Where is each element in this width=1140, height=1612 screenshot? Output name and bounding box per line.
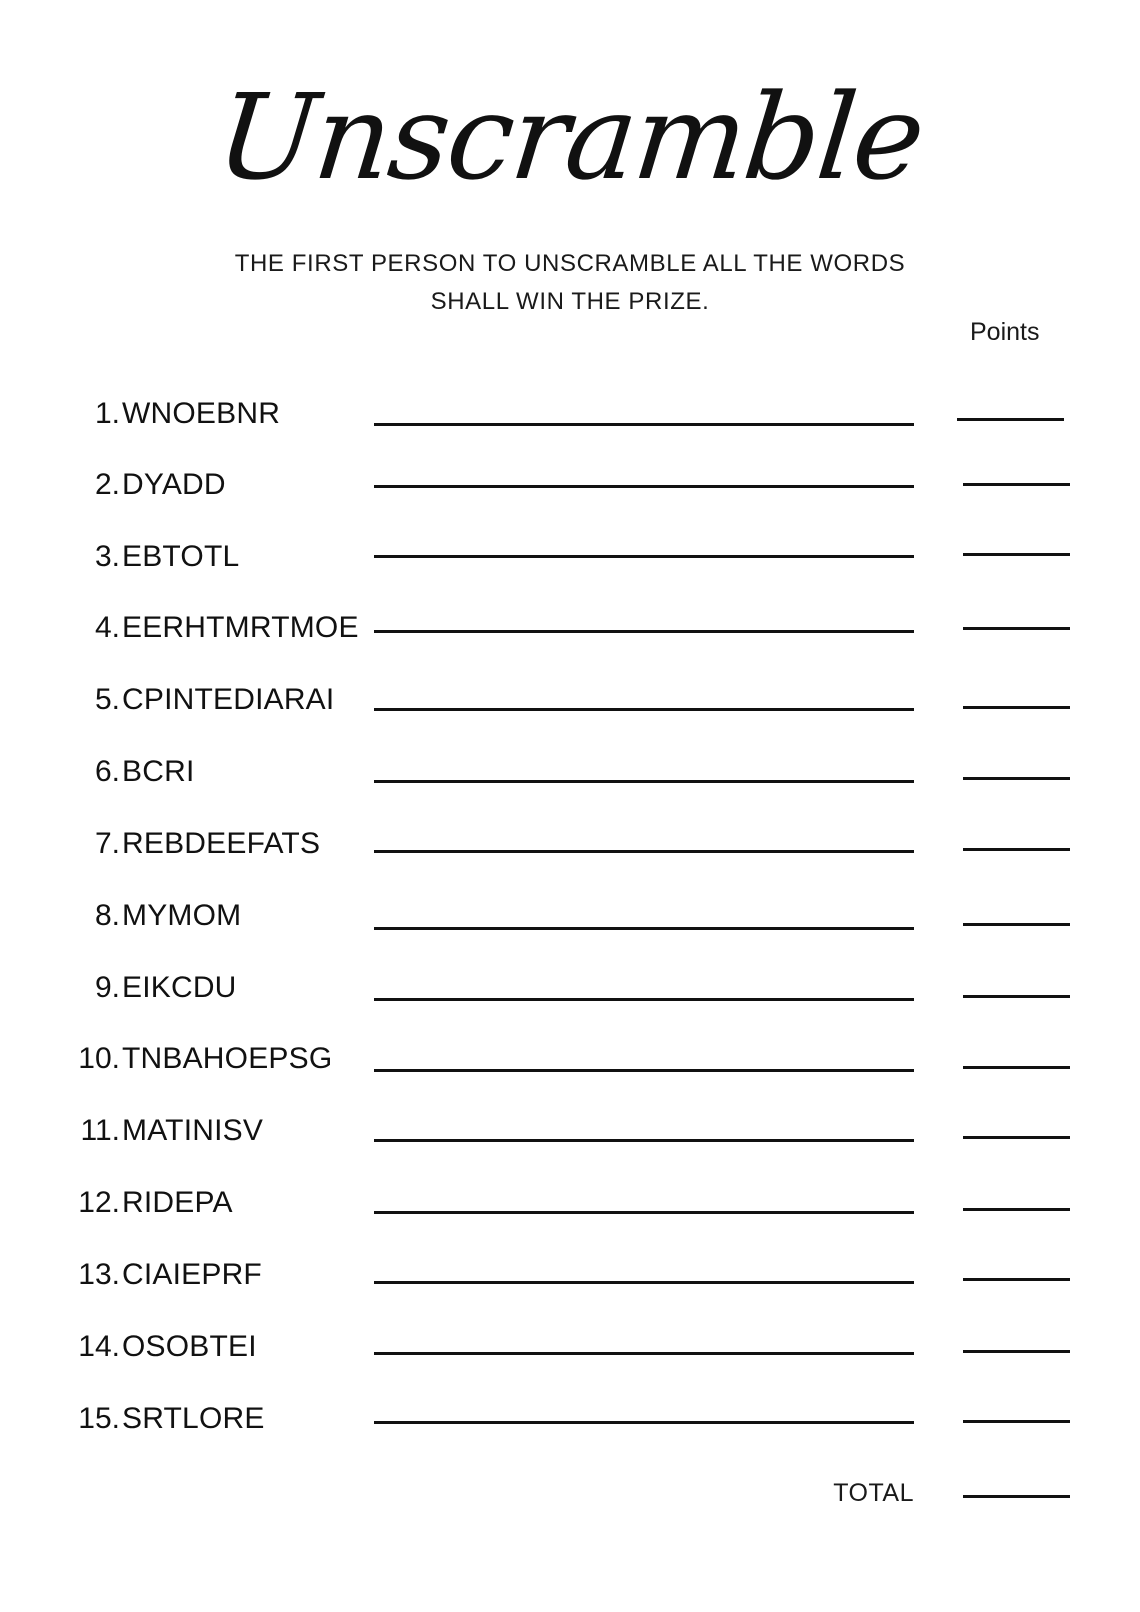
item-number: 15. [78,1402,120,1435]
scrambled-word: CPINTEDIARAI [122,683,335,716]
points-blank[interactable] [963,1066,1070,1069]
item-number: 7. [94,827,120,860]
scrambled-word: OSOBTEI [122,1330,257,1363]
scrambled-word: WNOEBNR [122,397,281,430]
puzzle-row-4 [0,608,1140,648]
scrambled-word: REBDEEFATS [122,827,321,860]
scrambled-word: DYADD [122,468,226,501]
answer-blank[interactable] [374,708,914,711]
puzzle-row-11 [0,1111,1140,1151]
puzzle-row-6 [0,752,1140,792]
item-number: 8. [94,899,120,932]
scrambled-word: BCRI [122,755,195,788]
answer-blank[interactable] [374,555,914,558]
puzzle-row-8 [0,896,1140,936]
points-blank[interactable] [963,1278,1070,1281]
item-number: 5. [94,683,120,716]
item-number: 3. [94,540,120,573]
puzzle-row-9 [0,968,1140,1008]
puzzle-row-10 [0,1039,1140,1079]
scrambled-word: MYMOM [122,899,242,932]
scrambled-word: RIDEPA [122,1186,233,1219]
answer-blank[interactable] [374,1281,914,1284]
answer-blank[interactable] [374,1421,914,1424]
scrambled-word: EIKCDU [122,971,237,1004]
item-number: 12. [78,1186,120,1219]
points-blank[interactable] [963,1420,1070,1423]
answer-blank[interactable] [374,1139,914,1142]
instructions [0,245,1140,321]
points-blank[interactable] [963,1350,1070,1353]
puzzle-row-13 [0,1255,1140,1295]
item-number: 2. [94,468,120,501]
total-points-blank[interactable] [963,1495,1070,1498]
answer-blank[interactable] [374,630,914,633]
puzzle-row-14 [0,1327,1140,1367]
item-number: 10. [78,1042,120,1075]
item-number: 9. [94,971,120,1004]
scrambled-word: EERHTMRTMOE [122,611,359,644]
points-blank[interactable] [963,995,1070,998]
puzzle-row-5 [0,680,1140,720]
answer-blank[interactable] [374,850,914,853]
answer-blank[interactable] [374,485,914,488]
item-number: 4. [94,611,120,644]
answer-blank[interactable] [374,1352,914,1355]
points-blank[interactable] [963,627,1070,630]
points-blank[interactable] [963,1208,1070,1211]
puzzle-row-1 [0,394,1140,434]
scrambled-word: SRTLORE [122,1402,265,1435]
item-number: 6. [94,755,120,788]
item-number: 11. [80,1114,120,1147]
points-blank[interactable] [963,483,1070,486]
puzzle-row-3 [0,537,1140,577]
puzzle-row-2 [0,465,1140,505]
scrambled-word: MATINISV [122,1114,264,1147]
page-title: Unscramble [210,68,930,206]
item-number: 14. [78,1330,120,1363]
scrambled-word: TNBAHOEPSG [122,1042,333,1075]
answer-blank[interactable] [374,1069,914,1072]
answer-blank[interactable] [374,998,914,1001]
puzzle-row-7 [0,824,1140,864]
points-blank[interactable] [963,553,1070,556]
points-blank[interactable] [963,706,1070,709]
total-label: TOTAL [833,1479,914,1507]
answer-blank[interactable] [374,1211,914,1214]
points-blank[interactable] [963,1136,1070,1139]
points-blank[interactable] [963,848,1070,851]
points-blank[interactable] [963,777,1070,780]
points-column-header: Points [970,318,1040,346]
instructions-line-2: SHALL WIN THE PRIZE. [430,288,710,315]
item-number: 13. [78,1258,120,1291]
item-number: 1. [94,397,120,430]
puzzle-row-12 [0,1183,1140,1223]
answer-blank[interactable] [374,780,914,783]
points-blank[interactable] [957,418,1064,421]
puzzle-row-15 [0,1399,1140,1439]
answer-blank[interactable] [374,927,914,930]
total-row [0,1473,1140,1513]
instructions-line-1: THE FIRST PERSON TO UNSCRAMBLE ALL THE WORDS [234,250,906,277]
points-blank[interactable] [963,923,1070,926]
scrambled-word: EBTOTL [122,540,240,573]
answer-blank[interactable] [374,423,914,426]
scrambled-word: CIAIEPRF [122,1258,262,1291]
